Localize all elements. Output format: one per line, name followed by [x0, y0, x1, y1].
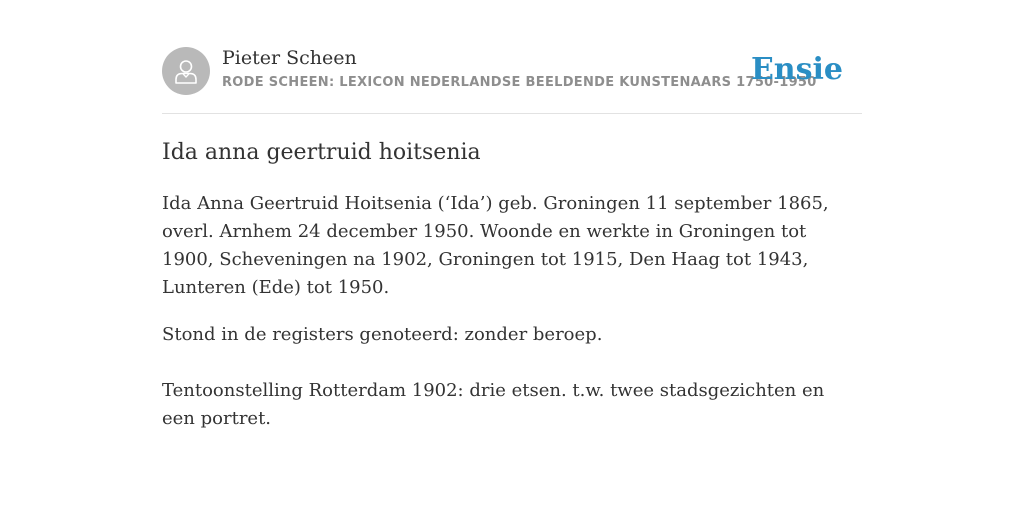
entry-paragraph-3: Tentoonstelling Rotterdam 1902: drie etsen. t.w. twee stadsgezichten en een portret.	[162, 380, 825, 429]
entry-title: Ida anna geertruid hoitsenia	[162, 140, 481, 165]
author-name[interactable]: Pieter Scheen	[222, 47, 357, 69]
avatar[interactable]	[162, 47, 210, 95]
user-icon	[171, 56, 201, 86]
entry-card	[162, 44, 862, 433]
author-block	[222, 44, 817, 94]
source-label[interactable]: RODE SCHEEN: LEXICON NEDERLANDSE BEELDENDE KUNSTENAARS 1750-1950	[222, 75, 817, 90]
brand-logo[interactable]: Ensie	[750, 52, 843, 87]
entry-paragraph-2: Stond in de registers genoteerd: zonder beroep.	[162, 324, 603, 345]
entry-header	[162, 44, 862, 114]
entry-paragraph-1: Ida Anna Geertruid Hoitsenia (‘Ida’) geb. Groningen 11 september 1865, overl. Arnhem 24 december 1950. Woonde en werkte in Groningen tot 1900, Scheveningen na 1902, Groningen tot 1915, Den Haag tot 1943, Lunteren (Ede) tot 1950.	[162, 193, 829, 298]
